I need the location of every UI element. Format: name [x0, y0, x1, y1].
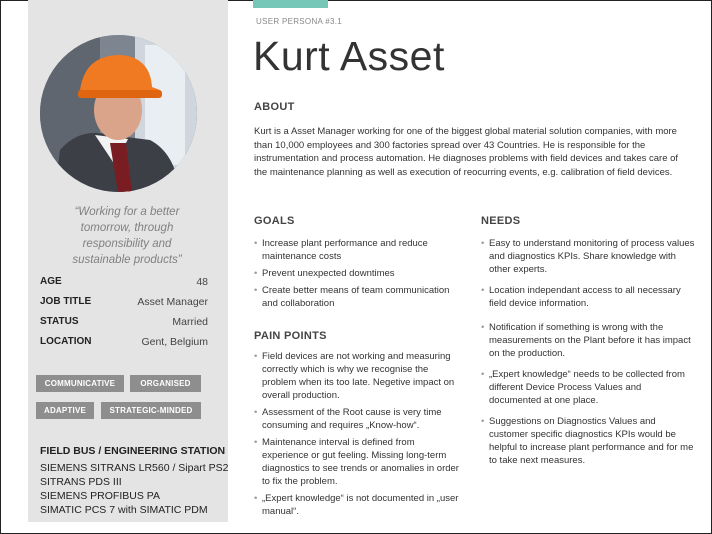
bullet-icon: •	[481, 416, 485, 427]
goals-title: GOALS	[254, 215, 295, 227]
bullet-icon: •	[254, 238, 258, 249]
needs-title: NEEDS	[481, 215, 521, 227]
need-item	[481, 321, 696, 360]
bullet-icon: •	[254, 351, 258, 362]
need-text: Location independant access to all necessary field device information.	[489, 285, 681, 309]
persona-label: USER PERSONA #3.1	[256, 17, 343, 26]
pain-points-title: PAIN POINTS	[254, 330, 327, 342]
field-bus-title: FIELD BUS / ENGINEERING STATION	[40, 445, 226, 457]
need-text: Notification if something is wrong with the measurements on the Plant before it has impact on the production.	[489, 322, 691, 359]
facts-list	[40, 276, 208, 356]
pain-point-text: Field devices are not working and measuring correctly which is why we recognise the problem when its too late. Negetive impact on overall production.	[262, 351, 455, 401]
goals-list	[254, 237, 459, 314]
goal-item	[254, 267, 459, 280]
fact-status	[40, 316, 208, 336]
field-bus-item: SIEMENS SITRANS LR560 / Sipart PS2	[40, 462, 229, 474]
field-bus-item: SIEMENS PROFIBUS PA	[40, 490, 160, 502]
avatar	[40, 35, 197, 192]
accent-bar	[253, 0, 328, 8]
bullet-icon: •	[481, 369, 485, 380]
bullet-icon: •	[254, 437, 258, 448]
needs-list	[481, 237, 696, 471]
about-text: Kurt is a Asset Manager working for one of the biggest global material solution companies, with more than 10,000 employees and 300 factories spread over 43 Countries. He is responsible for the instrumentation and process automation. He diagnoses problems with field devices and takes care of the maintenance planning as well as execution of reocurring events, e.g. calibration of field devices.	[254, 126, 679, 178]
need-item	[481, 415, 696, 467]
goal-text: Prevent unexpected downtimes	[262, 268, 395, 279]
bullet-icon: •	[254, 285, 258, 296]
need-item	[481, 368, 696, 407]
tag-organised: ORGANISED	[130, 375, 201, 392]
tag-adaptive: ADAPTIVE	[36, 402, 94, 419]
fact-value: Asset Manager	[137, 296, 208, 308]
field-bus-item: SIMATIC PCS 7 with SIMATIC PDM	[40, 504, 208, 516]
bullet-icon: •	[481, 238, 485, 249]
fact-value: Married	[172, 316, 208, 328]
tag-communicative: COMMUNICATIVE	[36, 375, 124, 392]
fact-location	[40, 336, 208, 356]
pain-point-text: Assessment of the Root cause is very time consuming and requires „Know-how“.	[262, 407, 442, 431]
persona-photo	[40, 35, 197, 192]
fact-label: AGE	[40, 276, 62, 287]
bullet-icon: •	[481, 285, 485, 296]
fact-label: JOB TITLE	[40, 296, 92, 307]
pain-point-item	[254, 406, 459, 432]
pain-point-item	[254, 492, 459, 518]
need-text: „Expert knowledge“ needs to be collected from different Device Process Values and documented at one place.	[489, 369, 685, 406]
goal-text: Create better means of team communication and collaboration	[262, 285, 450, 309]
tag-strategic-minded: STRATEGIC-MINDED	[101, 402, 201, 419]
pain-points-list	[254, 350, 459, 522]
field-bus-list	[40, 461, 229, 517]
goal-item	[254, 284, 459, 310]
pain-point-item	[254, 436, 459, 488]
fact-label: LOCATION	[40, 336, 92, 347]
goal-item	[254, 237, 459, 263]
fact-value: 48	[196, 276, 208, 288]
bullet-icon: •	[254, 268, 258, 279]
pain-point-item	[254, 350, 459, 402]
need-item	[481, 237, 696, 276]
persona-quote: “Working for a better tomorrow, through responsibility and sustainable products”	[72, 206, 182, 266]
fact-age	[40, 276, 208, 296]
need-text: Suggestions on Diagnostics Values and customer specific diagnostics KPIs would be helpful to increase plant performance and for me to take next measures.	[489, 416, 694, 466]
bullet-icon: •	[254, 407, 258, 418]
need-item	[481, 284, 696, 310]
persona-name: Kurt Asset	[253, 33, 445, 79]
field-bus-item: SITRANS PDS III	[40, 476, 122, 488]
fact-label: STATUS	[40, 316, 79, 327]
about-title: ABOUT	[254, 101, 295, 113]
goal-text: Increase plant performance and reduce maintenance costs	[262, 238, 428, 262]
fact-job-title	[40, 296, 208, 316]
fact-value: Gent, Belgium	[141, 336, 208, 348]
need-text: Easy to understand monitoring of process values and diagnostics KPIs. Share knowledge with other experts.	[489, 238, 695, 275]
bullet-icon: •	[481, 322, 485, 333]
pain-point-text: Maintenance interval is defined from experience or gut feeling. Missing long-term diagnostics to see trends or anomalies in order to fix the problem.	[262, 437, 459, 487]
pain-point-text: „Expert knowledge“ is not documented in „user manual“.	[262, 493, 459, 517]
bullet-icon: •	[254, 493, 258, 504]
